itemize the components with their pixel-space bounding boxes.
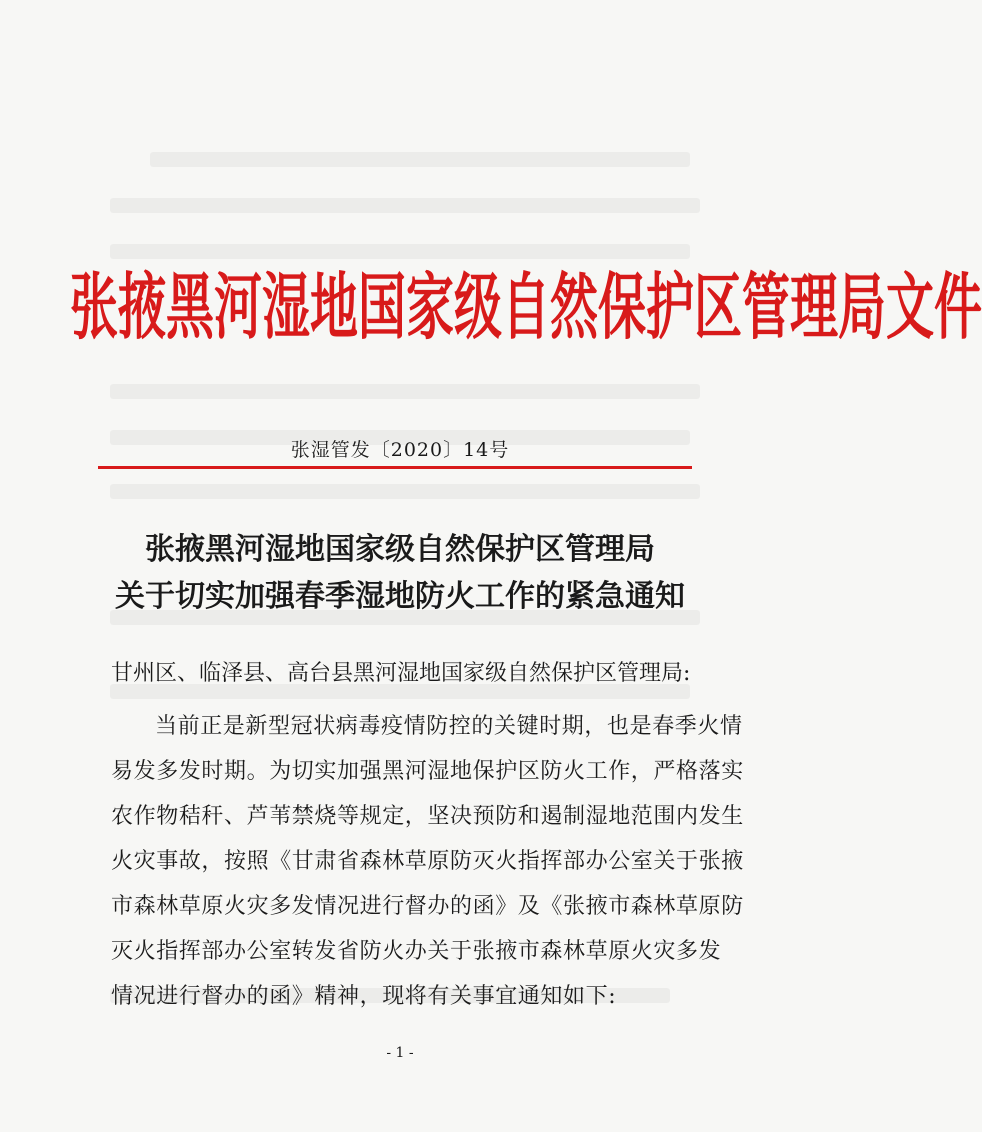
body-line: 火灾事故，按照《甘肃省森林草原防灭火指挥部办公室关于张掖 — [111, 849, 744, 874]
red-separator-line — [98, 466, 692, 469]
body-line: 市森林草原火灾多发情况进行督办的函》及《张掖市森林草原防 — [111, 894, 744, 919]
body-line: 情况进行督办的函》精神，现将有关事宜通知如下: — [111, 984, 617, 1009]
body-line: 当前正是新型冠状病毒疫情防控的关键时期，也是春季火情 — [155, 714, 743, 739]
body-line: 灭火指挥部办公室转发省防火办关于张掖市森林草原火灾多发 — [111, 939, 722, 964]
page-number: - 1 - — [386, 1045, 414, 1061]
addressee: 甘州区、临泽县、高台县黑河湿地国家级自然保护区管理局: — [111, 661, 691, 686]
body-line: 农作物秸秆、芦苇禁烧等规定，坚决预防和遏制湿地范围内发生 — [111, 804, 744, 829]
letterhead-title: 张掖黑河湿地国家级自然保护区管理局文件 — [70, 266, 982, 350]
body-text — [111, 704, 744, 1019]
notice-title-line-2: 关于切实加强春季湿地防火工作的紧急通知 — [115, 579, 685, 614]
notice-title-line-1: 张掖黑河湿地国家级自然保护区管理局 — [145, 532, 655, 567]
body-line: 易发多发时期。为切实加强黑河湿地保护区防火工作，严格落实 — [111, 759, 744, 784]
document-number: 张湿管发〔2020〕14号 — [290, 439, 510, 461]
